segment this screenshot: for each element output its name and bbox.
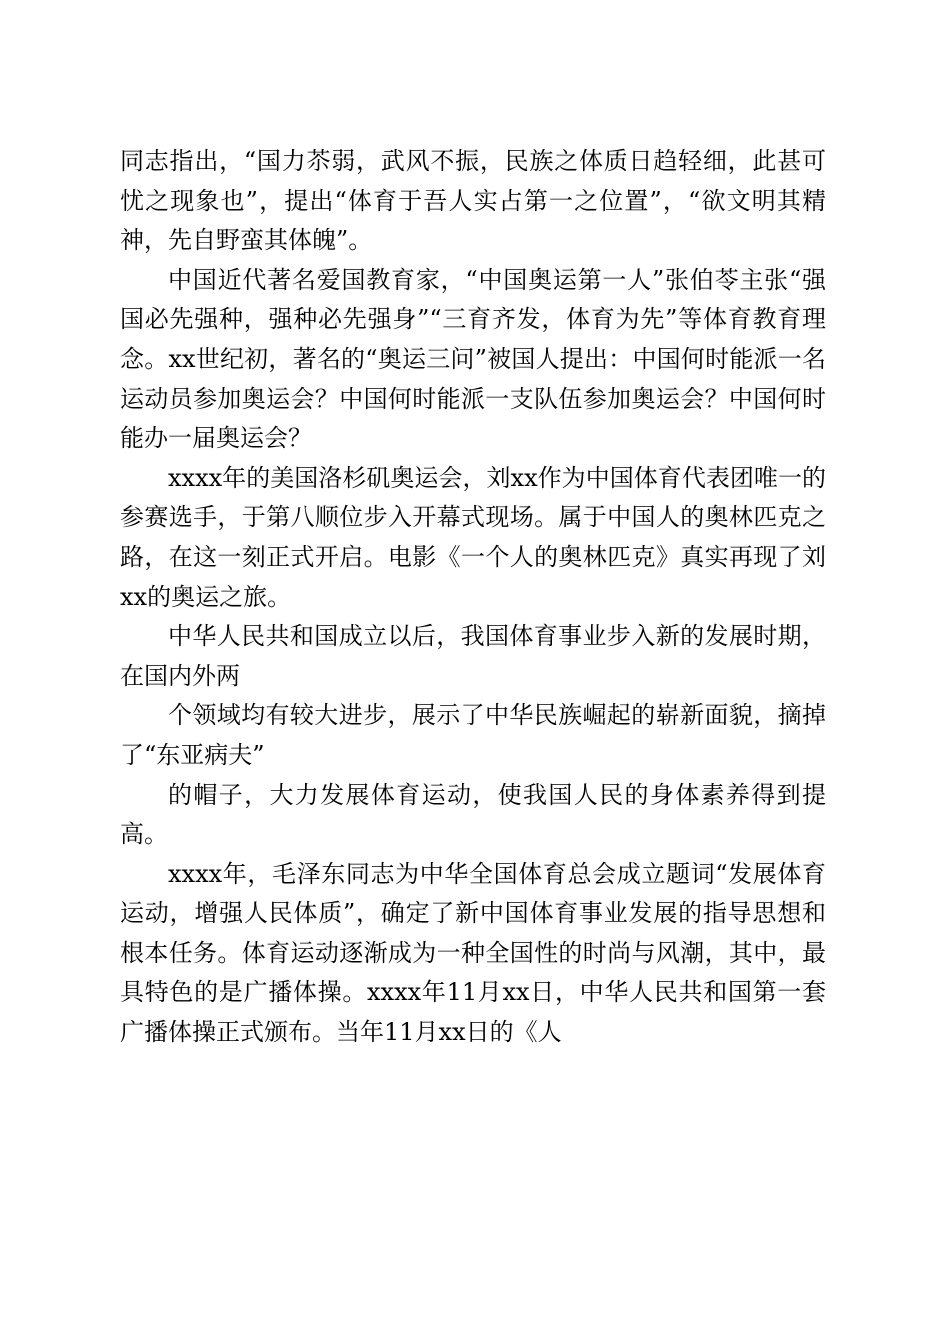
paragraph-7: xxxx年，毛泽东同志为中华全国体育总会成立题词“发展体育运动，增强人民体质”，确定了新中国体育事业发展的指导思想和根本任务。体育运动逐渐成为一种全国性的时尚与风潮，其中，最具特色的是广播体操。xxxx年11月xx日，中华人民共和国第一套广播体操正式颁布。当年11月xx日的《人 [120,859,826,1047]
paragraph-1: 同志指出，“国力苶弱，武风不振，民族之体质日趋轻细，此甚可忧之现象也”，提出“体育于吾人实占第一之位置”，“欲文明其精神，先自野蛮其体魄”。 [120,147,826,255]
paragraph-2: 中国近代著名爱国教育家，“中国奥运第一人”张伯苓主张“强国必先强种，强种必先强身”“三育齐发，体育为先”等体育教育理念。xx世纪初，著名的“奥运三问”被国人提出：中国何时能派一名运动员参加奥运会？中国何时能派一支队伍参加奥运会？中国何时能办一届奥运会？ [120,265,826,453]
paragraph-3: xxxx年的美国洛杉矶奥运会，刘xx作为中国体育代表团唯一的参赛选手，于第八顺位步入开幕式现场。属于中国人的奥林匹克之路，在这一刻正式开启。电影《一个人的奥林匹克》真实再现了刘xx的奥运之旅。 [120,463,826,611]
paragraph-6: 的帽子，大力发展体育运动，使我国人民的身体素养得到提高。 [120,780,826,849]
document-body [120,142,826,1053]
paragraph-5: 个领域均有较大进步，展示了中华民族崛起的崭新面貌，摘掉了“东亚病夫” [120,701,826,769]
paragraph-4: 中华人民共和国成立以后，我国体育事业步入新的发展时期，在国内外两 [120,622,826,690]
